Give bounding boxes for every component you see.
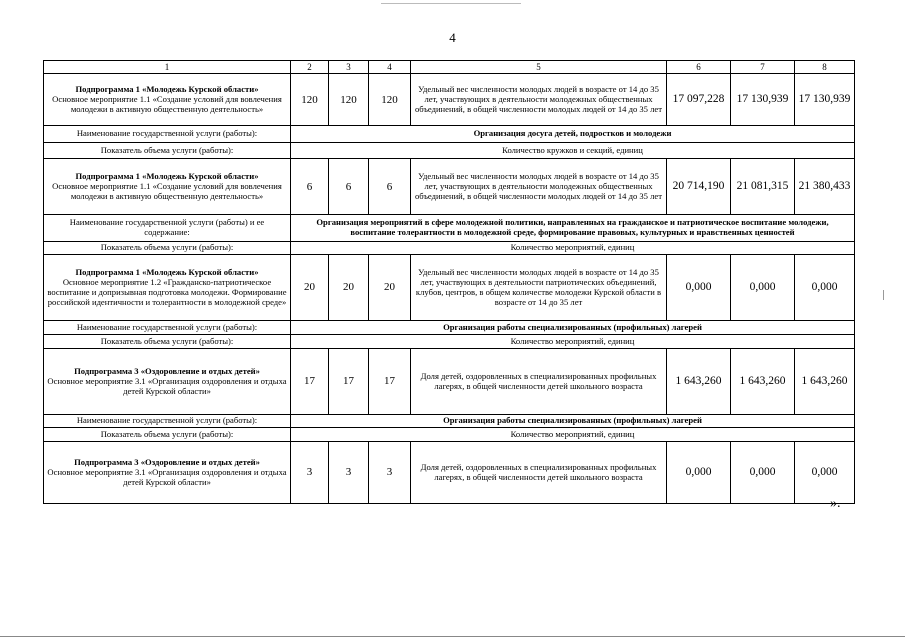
label-cell: Показатель объема услуги (работы): xyxy=(44,428,291,442)
label-row xyxy=(44,428,855,442)
value-cell-c2: 6 xyxy=(291,159,329,215)
program-cell xyxy=(44,159,291,215)
value-cell-c4: 120 xyxy=(369,74,411,126)
service-value-cell: Организация работы специализированных (профильных) лагерей xyxy=(291,415,855,428)
services-table xyxy=(43,60,855,504)
scan-edge-mark xyxy=(883,290,884,300)
page-number: 4 xyxy=(449,30,456,45)
label-row xyxy=(44,215,855,242)
scan-artifact-line xyxy=(381,3,521,4)
value-cell-c8: 17 130,939 xyxy=(795,74,855,126)
value-cell-c3: 20 xyxy=(329,255,369,321)
data-row xyxy=(44,74,855,126)
value-cell-c2: 17 xyxy=(291,349,329,415)
data-row xyxy=(44,255,855,321)
indicator-cell: Удельный вес численности молодых людей в возрасте от 14 до 35 лет, участвующих в деятельности молодежных общественных объединений, в общей численности молодых людей от 14 до 35 лет xyxy=(411,74,667,126)
program-name: Подпрограмма 1 «Молодежь Курской области» xyxy=(75,84,259,95)
program-name: Подпрограмма 1 «Молодежь Курской области» xyxy=(75,171,259,182)
value-cell-c3: 17 xyxy=(329,349,369,415)
activity-name: Основное мероприятие 1.1 «Создание условий для вовлечения молодежи в активную общественную деятельность» xyxy=(52,93,282,114)
value-cell-c4: 20 xyxy=(369,255,411,321)
activity-name: Основное мероприятие 3.1 «Организация оздоровления и отдыха детей Курской области» xyxy=(47,466,287,487)
label-row xyxy=(44,143,855,159)
value-cell-c6: 20 714,190 xyxy=(667,159,731,215)
data-row xyxy=(44,159,855,215)
activity-name: Основное мероприятие 1.2 «Гражданско-патриотическое воспитание и допризывная подготовка молодежи. Формирование российской идентичности и толерантности в молодежной среде» xyxy=(47,276,287,307)
header-cell: 1 xyxy=(44,61,291,74)
value-cell-c4: 17 xyxy=(369,349,411,415)
program-cell xyxy=(44,442,291,504)
value-cell-c6: 0,000 xyxy=(667,442,731,504)
value-cell-c6: 0,000 xyxy=(667,255,731,321)
value-cell-c7: 21 081,315 xyxy=(731,159,795,215)
indicator-cell: Доля детей, оздоровленных в специализированных профильных лагерях, в общей численности детей школьного возраста xyxy=(411,442,667,504)
label-row xyxy=(44,321,855,335)
service-value-cell: Количество мероприятий, единиц xyxy=(291,335,855,349)
label-row xyxy=(44,335,855,349)
header-cell: 4 xyxy=(369,61,411,74)
value-cell-c2: 3 xyxy=(291,442,329,504)
label-cell: Наименование государственной услуги (работы): xyxy=(44,321,291,335)
header-cell: 8 xyxy=(795,61,855,74)
value-cell-c2: 20 xyxy=(291,255,329,321)
value-cell-c6: 17 097,228 xyxy=(667,74,731,126)
value-cell-c7: 0,000 xyxy=(731,442,795,504)
value-cell-c8: 21 380,433 xyxy=(795,159,855,215)
value-cell-c8: 1 643,260 xyxy=(795,349,855,415)
program-name: Подпрограмма 3 «Оздоровление и отдых детей» xyxy=(74,365,260,376)
service-value-cell: Количество кружков и секций, единиц xyxy=(291,143,855,159)
program-cell xyxy=(44,349,291,415)
scan-bottom-edge xyxy=(0,636,905,637)
label-cell: Показатель объема услуги (работы): xyxy=(44,242,291,255)
header-cell: 3 xyxy=(329,61,369,74)
label-cell: Показатель объема услуги (работы): xyxy=(44,143,291,159)
label-cell: Показатель объема услуги (работы): xyxy=(44,335,291,349)
service-value-cell: Количество мероприятий, единиц xyxy=(291,242,855,255)
service-value-cell: Организация досуга детей, подростков и молодежи xyxy=(291,126,855,143)
program-name: Подпрограмма 3 «Оздоровление и отдых детей» xyxy=(74,456,260,467)
label-cell: Наименование государственной услуги (работы): xyxy=(44,415,291,428)
indicator-cell: Доля детей, оздоровленных в специализированных профильных лагерях, в общей численности детей школьного возраста xyxy=(411,349,667,415)
indicator-cell: Удельный вес численности молодых людей в возрасте от 14 до 35 лет, участвующих в деятельности патриотических объединений, клубов, центров, в общем количестве молодежи Курской области в возрасте от 14 до 35 лет xyxy=(411,255,667,321)
header-cell: 5 xyxy=(411,61,667,74)
service-value-cell: Количество мероприятий, единиц xyxy=(291,428,855,442)
program-cell xyxy=(44,74,291,126)
activity-name: Основное мероприятие 1.1 «Создание условий для вовлечения молодежи в активную общественную деятельность» xyxy=(52,180,282,201)
label-row xyxy=(44,126,855,143)
value-cell-c7: 0,000 xyxy=(731,255,795,321)
value-cell-c3: 120 xyxy=(329,74,369,126)
value-cell-c4: 3 xyxy=(369,442,411,504)
header-cell: 6 xyxy=(667,61,731,74)
label-row xyxy=(44,415,855,428)
program-cell xyxy=(44,255,291,321)
value-cell-c8: 0,000 xyxy=(795,255,855,321)
indicator-cell: Удельный вес численности молодых людей в возрасте от 14 до 35 лет, участвующих в деятельности молодежных общественных объединений, в общей численности молодых людей от 14 до 35 лет xyxy=(411,159,667,215)
value-cell-c3: 6 xyxy=(329,159,369,215)
service-value-cell: Организация мероприятий в сфере молодежной политики, направленных на гражданское и патриотическое воспитание молодежи, воспитание толерантности в молодежной среде, формирование правовых, культурных и нравственных ценностей xyxy=(291,215,855,242)
label-cell: Наименование государственной услуги (работы): xyxy=(44,126,291,143)
data-row xyxy=(44,349,855,415)
header-cell: 2 xyxy=(291,61,329,74)
header-row xyxy=(44,61,855,74)
program-name: Подпрограмма 1 «Молодежь Курской области» xyxy=(75,266,259,277)
value-cell-c2: 120 xyxy=(291,74,329,126)
activity-name: Основное мероприятие 3.1 «Организация оздоровления и отдыха детей Курской области» xyxy=(47,375,287,396)
value-cell-c7: 17 130,939 xyxy=(731,74,795,126)
service-value-cell: Организация работы специализированных (профильных) лагерей xyxy=(291,321,855,335)
value-cell-c6: 1 643,260 xyxy=(667,349,731,415)
value-cell-c7: 1 643,260 xyxy=(731,349,795,415)
closing-quote-mark: ». xyxy=(830,496,841,511)
label-row xyxy=(44,242,855,255)
data-row xyxy=(44,442,855,504)
value-cell-c3: 3 xyxy=(329,442,369,504)
value-cell-c4: 6 xyxy=(369,159,411,215)
label-cell: Наименование государственной услуги (работы) и ее содержание: xyxy=(44,215,291,242)
value-cell-c8: 0,000 xyxy=(795,442,855,504)
header-cell: 7 xyxy=(731,61,795,74)
